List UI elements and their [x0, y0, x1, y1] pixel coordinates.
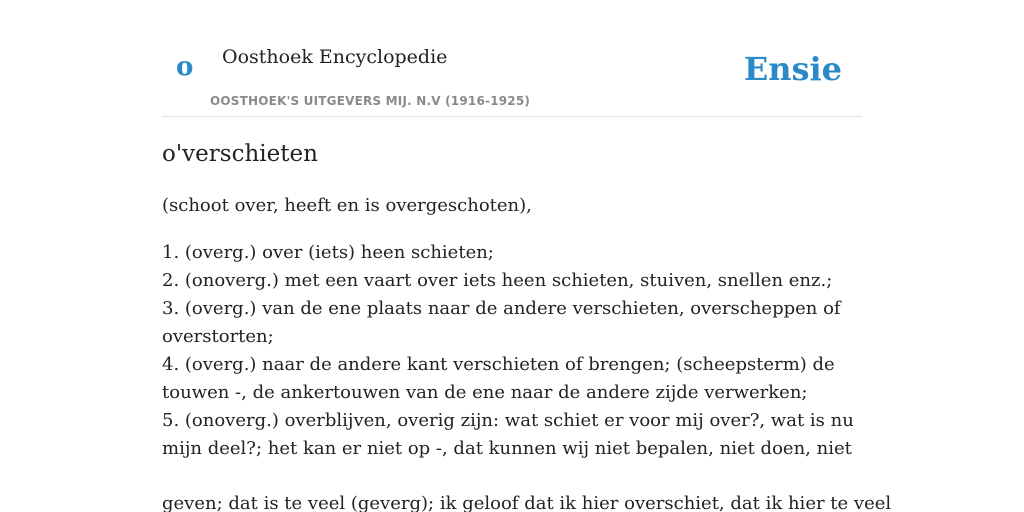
entry-content — [162, 138, 892, 512]
site-title-link[interactable]: Oosthoek Encyclopedie — [222, 46, 448, 68]
publisher-subtitle: OOSTHOEK'S UITGEVERS MIJ. N.V (1916-1925) — [210, 94, 531, 108]
sense-item-2: 2. (onoverg.) met een vaart over iets heen schieten, stuiven, snellen enz.; — [162, 270, 833, 291]
sense-item-1: 1. (overg.) over (iets) heen schieten; — [162, 242, 494, 263]
sense-list — [162, 239, 862, 463]
site-header — [162, 36, 862, 117]
entry-conjugation: (schoot over, heeft en is overgeschoten), — [162, 195, 532, 216]
entry-headword: o'verschieten — [162, 141, 318, 167]
sense-item-4: 4. (overg.) naar de andere kant verschieten of brengen; (scheepsterm) de touwen -, de ankertouwen van de ene naar de andere zijde verwerken; — [162, 354, 835, 403]
sense-item-3: 3. (overg.) van de ene plaats naar de andere verschieten, overscheppen of overstorten; — [162, 298, 841, 347]
sense-item-5: 5. (onoverg.) overblijven, overig zijn: wat schiet er voor mij over?, wat is nu mijn deel?; het kan er niet op -, dat kunnen wij niet bepalen, niet doen, niet — [162, 410, 854, 459]
ensie-brand-link[interactable]: Ensie — [743, 50, 842, 88]
site-logo[interactable]: o — [176, 52, 194, 82]
entry-continuation: geven; dat is te veel (geverg); ik geloof dat ik hier overschiet, dat ik hier te veel — [162, 493, 892, 512]
